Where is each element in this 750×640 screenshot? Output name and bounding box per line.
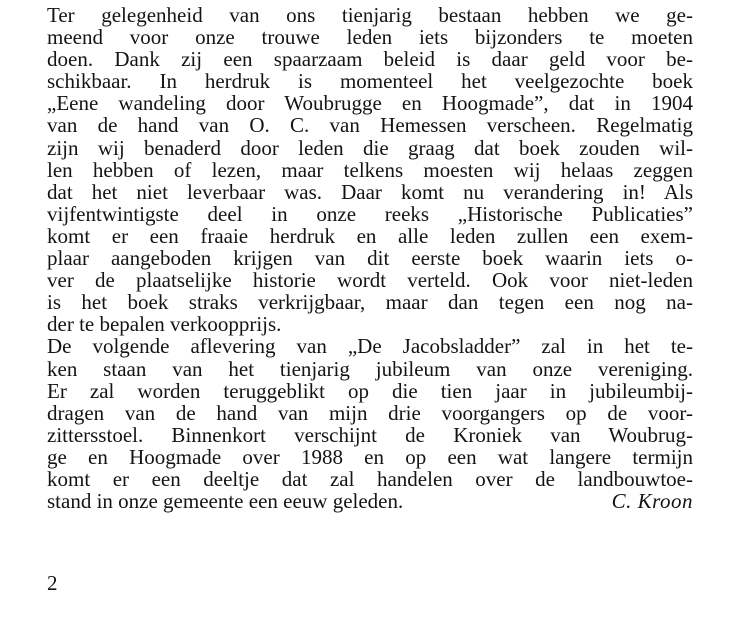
paragraph-1 bbox=[47, 4, 693, 335]
text-line: doen. Dank zij een spaarzaam beleid is daar geld voor be- bbox=[47, 47, 693, 72]
text-line: vijfentwintigste deel in onze reeks „Historische Publicaties” bbox=[47, 201, 693, 226]
text-line: dragen van de hand van mijn drie voorgangers op de voor- bbox=[47, 400, 693, 425]
text-line: komt er een fraaie herdruk en alle leden zullen een exem- bbox=[47, 223, 693, 248]
text-line: zittersstoel. Binnenkort verschijnt de Kroniek van Woubrug- bbox=[47, 422, 693, 447]
closing-line-with-signature bbox=[47, 490, 693, 512]
text-line: Er zal worden teruggeblikt op die tien jaar in jubileumbij- bbox=[47, 378, 693, 403]
text-line: De volgende aflevering van „De Jacobsladder” zal in het te- bbox=[47, 334, 693, 359]
paragraph-2 bbox=[47, 335, 693, 512]
text-line: ge en Hoogmade over 1988 en op een wat langere termijn bbox=[47, 444, 693, 469]
text-line: is het boek straks verkrijgbaar, maar dan tegen een nog na- bbox=[47, 290, 693, 315]
text-line: meend voor onze trouwe leden iets bijzonders te moeten bbox=[47, 25, 693, 50]
body-text bbox=[47, 4, 693, 512]
text-line: ken staan van het tienjarig jubileum van onze vereniging. bbox=[47, 356, 693, 381]
text-line: ver de plaatselijke historie wordt verteld. Ook voor niet-leden bbox=[47, 268, 693, 293]
text-line: van de hand van O. C. van Hemessen verscheen. Regelmatig bbox=[47, 113, 693, 138]
text-line: Ter gelegenheid van ons tienjarig bestaan hebben we ge- bbox=[47, 3, 693, 27]
closing-text: stand in onze gemeente een eeuw geleden. bbox=[47, 489, 404, 514]
text-line: zijn wij benaderd door leden die graag dat boek zouden wil- bbox=[47, 135, 693, 160]
page-number: 2 bbox=[47, 571, 58, 595]
author-signature: C. Kroon bbox=[611, 489, 693, 514]
text-line: komt er een deeltje dat zal handelen over de landbouwtoe- bbox=[47, 466, 693, 491]
text-line: schikbaar. In herdruk is momenteel het veelgezochte boek bbox=[47, 69, 693, 94]
text-line: dat het niet leverbaar was. Daar komt nu verandering in! Als bbox=[47, 179, 693, 204]
text-line: der te bepalen verkoopprijs. bbox=[47, 312, 282, 337]
text-line: plaar aangeboden krijgen van dit eerste boek waarin iets o- bbox=[47, 246, 693, 271]
text-line: „Eene wandeling door Woubrugge en Hoogmade”, dat in 1904 bbox=[47, 91, 693, 116]
text-line: len hebben of lezen, maar telkens moesten wij helaas zeggen bbox=[47, 157, 693, 182]
